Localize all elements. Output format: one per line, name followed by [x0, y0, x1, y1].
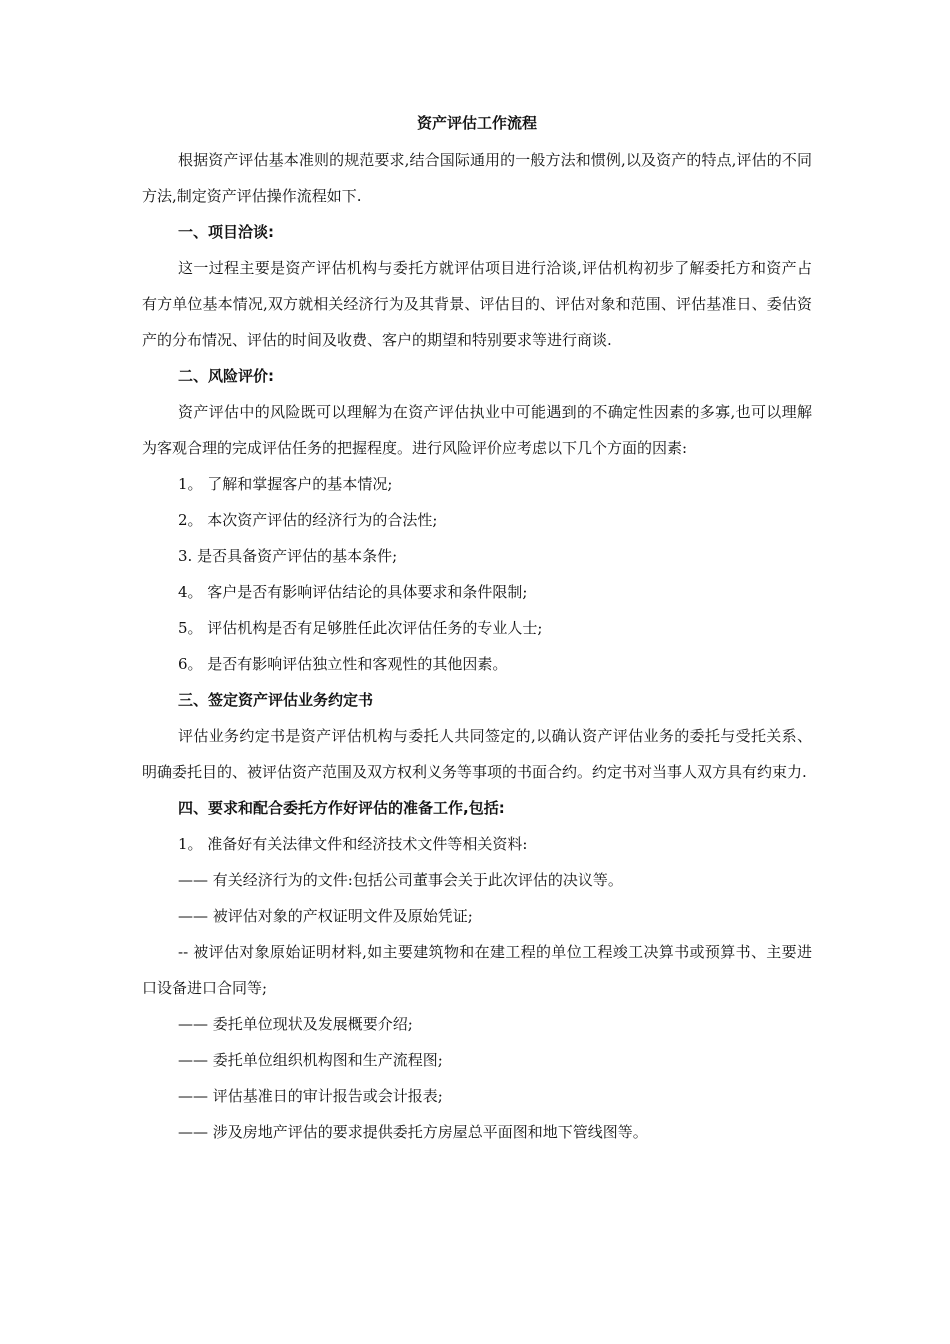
intro-paragraph: 根据资产评估基本准则的规范要求,结合国际通用的一般方法和惯例,以及资产的特点,评估的不同方法,制定资产评估操作流程如下.	[142, 151, 812, 205]
document-title: 资产评估工作流程	[416, 114, 537, 132]
list-item: 3. 是否具备资产评估的基本条件;	[178, 547, 398, 565]
section-heading-project-negotiation: 一、项目洽谈:	[178, 223, 274, 241]
section-heading-risk-evaluation: 二、风险评价:	[178, 367, 274, 385]
document-body	[142, 108, 812, 1150]
list-item: 4。 客户是否有影响评估结论的具体要求和条件限制;	[178, 583, 528, 601]
section-body-project-negotiation: 这一过程主要是资产评估机构与委托方就评估项目进行洽谈,评估机构初步了解委托方和资产占有方单位基本情况,双方就相关经济行为及其背景、评估目的、评估对象和范围、评估基准日、委估资产的分布情况、评估的时间及收费、客户的期望和特别要求等进行商谈.	[142, 259, 812, 349]
list-item: -- 被评估对象原始证明材料,如主要建筑物和在建工程的单位工程竣工决算书或预算书、主要进口设备进口合同等;	[142, 943, 812, 997]
list-item: —— 被评估对象的产权证明文件及原始凭证;	[178, 907, 473, 925]
list-item: 2。 本次资产评估的经济行为的合法性;	[178, 511, 438, 529]
section-body-risk-evaluation: 资产评估中的风险既可以理解为在资产评估执业中可能遇到的不确定性因素的多寡,也可以理解为客观合理的完成评估任务的把握程度。进行风险评价应考虑以下几个方面的因素:	[142, 403, 812, 457]
section-body-engagement-letter: 评估业务约定书是资产评估机构与委托人共同签定的,以确认资产评估业务的委托与受托关系、明确委托目的、被评估资产范围及双方权利义务等事项的书面合约。约定书对当事人双方具有约束力.	[142, 727, 812, 781]
list-item: —— 涉及房地产评估的要求提供委托方房屋总平面图和地下管线图等。	[178, 1123, 648, 1141]
list-item: 1。 准备好有关法律文件和经济技术文件等相关资料:	[178, 835, 528, 853]
list-item: 5。 评估机构是否有足够胜任此次评估任务的专业人士;	[178, 619, 543, 637]
list-item: —— 委托单位现状及发展概要介绍;	[178, 1015, 413, 1033]
section-heading-engagement-letter: 三、签定资产评估业务约定书	[178, 691, 374, 709]
list-item: —— 有关经济行为的文件:包括公司董事会关于此次评估的决议等。	[178, 871, 623, 889]
list-item: —— 评估基准日的审计报告或会计报表;	[178, 1087, 443, 1105]
list-item: —— 委托单位组织机构图和生产流程图;	[178, 1051, 443, 1069]
section-heading-preparation: 四、要求和配合委托方作好评估的准备工作,包括:	[178, 799, 505, 817]
list-item: 1。 了解和掌握客户的基本情况;	[178, 475, 393, 493]
list-item: 6。 是否有影响评估独立性和客观性的其他因素。	[178, 655, 508, 673]
